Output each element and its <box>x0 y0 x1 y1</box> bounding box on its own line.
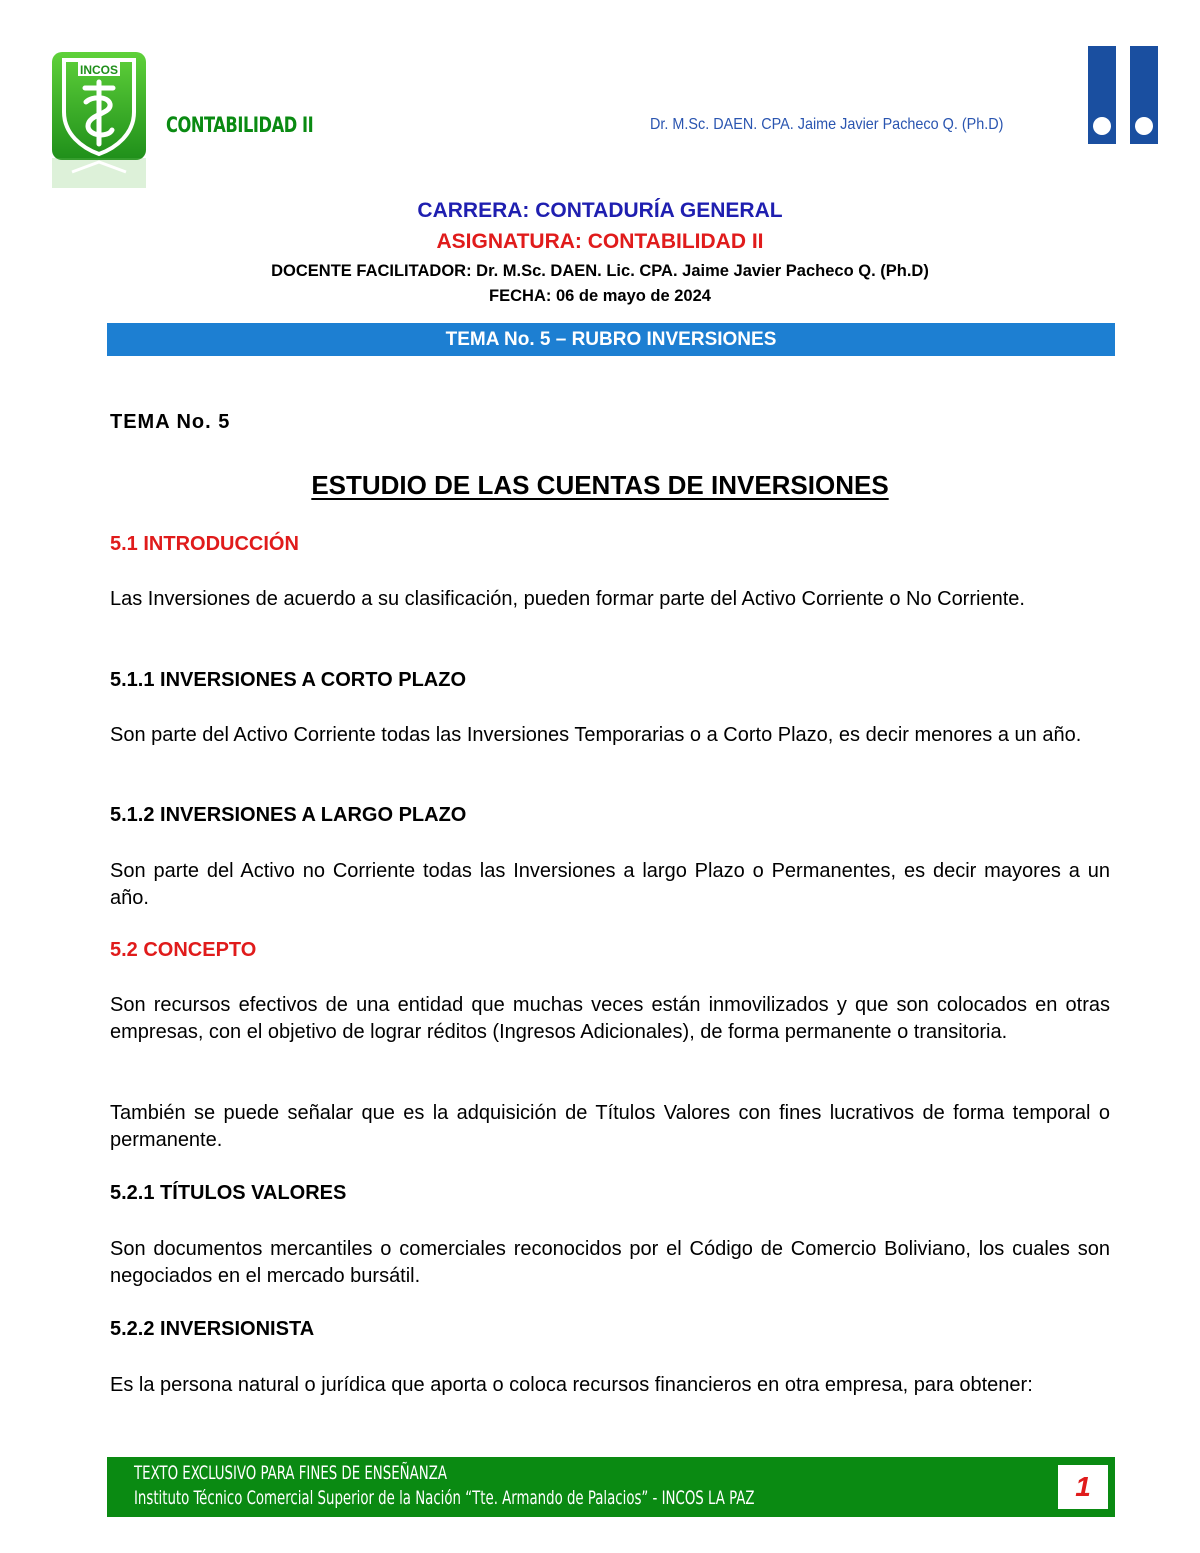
section-5-1-1-paragraph: Son parte del Activo Corriente todas las Inversiones Temporarias o a Corto Plazo, es decir menores a un año. <box>110 724 1082 746</box>
footer-line-2: Instituto Técnico Comercial Superior de la Nación “Tte. Armando de Palacios” - INCOS LA PAZ <box>134 1487 755 1509</box>
date-line <box>0 287 1200 306</box>
topic-banner: TEMA No. 5 – RUBRO INVERSIONES <box>107 323 1115 356</box>
section-5-2-1-paragraph: Son documentos mercantiles o comerciales reconocidos por el Código de Comercio Boliviano, los cuales son negociados en el mercado bursátil. <box>110 1238 1110 1287</box>
incos-logo <box>52 52 146 160</box>
section-5-2-paragraph-1: Son recursos efectivos de una entidad que muchas veces están inmovilizados y que son colocados en otras empresas, con el objetivo de lograr réditos (Ingresos Adicionales), de forma permanente o transitoria. <box>110 994 1110 1043</box>
page-number: 1 <box>1058 1465 1108 1509</box>
course-name: CONTABILIDAD II <box>166 113 314 137</box>
section-5-1-2-heading: 5.1.2 INVERSIONES A LARGO PLAZO <box>110 804 467 826</box>
footer-line-1: TEXTO EXCLUSIVO PARA FINES DE ENSEÑANZA <box>134 1462 447 1484</box>
career-title: CARRERA: CONTADURÍA GENERAL <box>417 199 783 222</box>
section-5-1-2-paragraph: Son parte del Activo no Corriente todas las Inversiones a largo Plazo o Permanentes, es decir mayores a un año. <box>110 860 1110 909</box>
section-5-1-heading: 5.1 INTRODUCCIÓN <box>110 533 299 555</box>
date-label: FECHA: <box>489 287 552 305</box>
section-5-1-paragraph: Las Inversiones de acuerdo a su clasificación, pueden formar parte del Activo Corriente o No Corriente. <box>110 588 1025 610</box>
section-5-2-paragraph-2: También se puede señalar que es la adquisición de Títulos Valores con fines lucrativos de forma temporal o permanente. <box>110 1102 1110 1151</box>
section-5-2-2-heading: 5.2.2 INVERSIONISTA <box>110 1318 315 1340</box>
document-title: ESTUDIO DE LAS CUENTAS DE INVERSIONES <box>311 470 889 500</box>
section-5-2-2-paragraph: Es la persona natural o jurídica que aporta o coloca recursos financieros en otra empresa, para obtener: <box>110 1374 1033 1396</box>
section-5-1-1-heading: 5.1.1 INVERSIONES A CORTO PLAZO <box>110 669 466 691</box>
topic-label: TEMA No. 5 <box>110 411 231 433</box>
section-5-2-heading: 5.2 CONCEPTO <box>110 939 257 961</box>
logo-reflection <box>52 158 146 188</box>
subject-title: ASIGNATURA: CONTABILIDAD II <box>436 230 764 253</box>
svg-text:INCOS: INCOS <box>79 63 119 77</box>
teacher-line: DOCENTE FACILITADOR: Dr. M.Sc. DAEN. Lic. CPA. Jaime Javier Pacheco Q. (Ph.D) <box>271 262 929 280</box>
institution-brand-mark <box>1086 46 1160 144</box>
author-name: Dr. M.Sc. DAEN. CPA. Jaime Javier Pacheco Q. (Ph.D) <box>650 116 1004 133</box>
section-5-2-1-heading: 5.2.1 TÍTULOS VALORES <box>110 1182 347 1204</box>
date-value: 06 de mayo de 2024 <box>551 287 711 305</box>
